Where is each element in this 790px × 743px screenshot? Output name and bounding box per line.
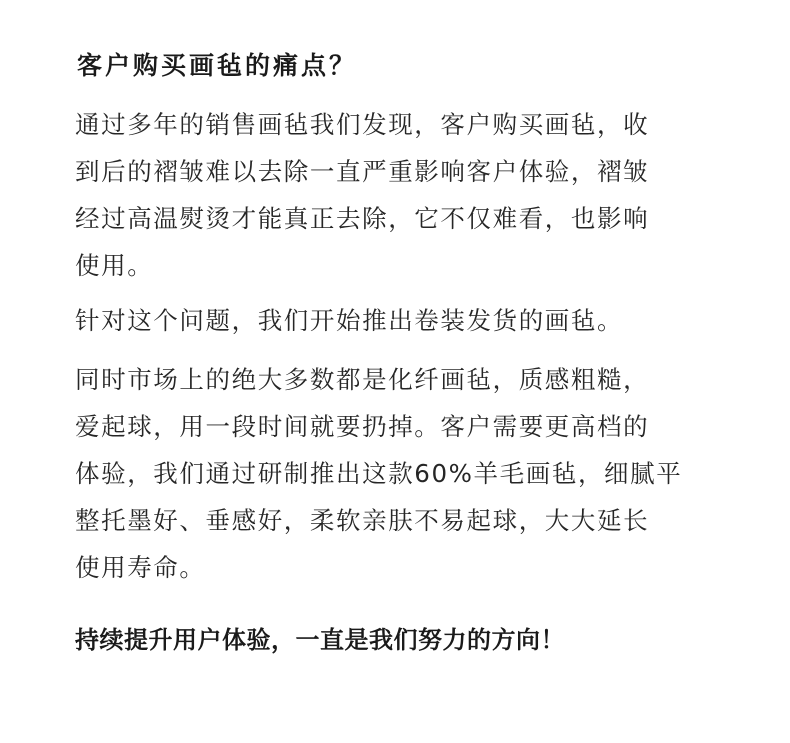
paragraph-line: 体验，我们通过研制推出这款60%羊毛画毡，细腻平 [75, 459, 683, 488]
paragraph-pain-point [75, 101, 735, 289]
paragraph-line: 爱起球，用一段时间就要扔掉。客户需要更高档的 [75, 412, 650, 441]
paragraph-line: 到后的褶皱难以去除一直严重影响客户体验，褶皱 [75, 157, 650, 186]
closing-statement: 持续提升用户体验，一直是我们努力的方向！ [75, 626, 565, 654]
paragraph-line: 同时市场上的绝大多数都是化纤画毡，质感粗糙， [75, 365, 650, 394]
paragraph-line: 使用寿命。 [75, 553, 206, 582]
paragraph-line: 使用。 [75, 251, 154, 280]
paragraph-material [75, 356, 735, 591]
paragraph-line: 整托墨好、垂感好，柔软亲肤不易起球，大大延长 [75, 506, 650, 535]
document-heading: 客户购买画毡的痛点？ [77, 51, 358, 80]
paragraph-line: 经过高温熨烫才能真正去除，它不仅难看，也影响 [75, 204, 650, 233]
paragraph-line: 通过多年的销售画毡我们发现，客户购买画毡，收 [75, 110, 650, 139]
paragraph-line: 针对这个问题，我们开始推出卷装发货的画毡。 [75, 306, 624, 335]
paragraph-solution [75, 297, 735, 344]
